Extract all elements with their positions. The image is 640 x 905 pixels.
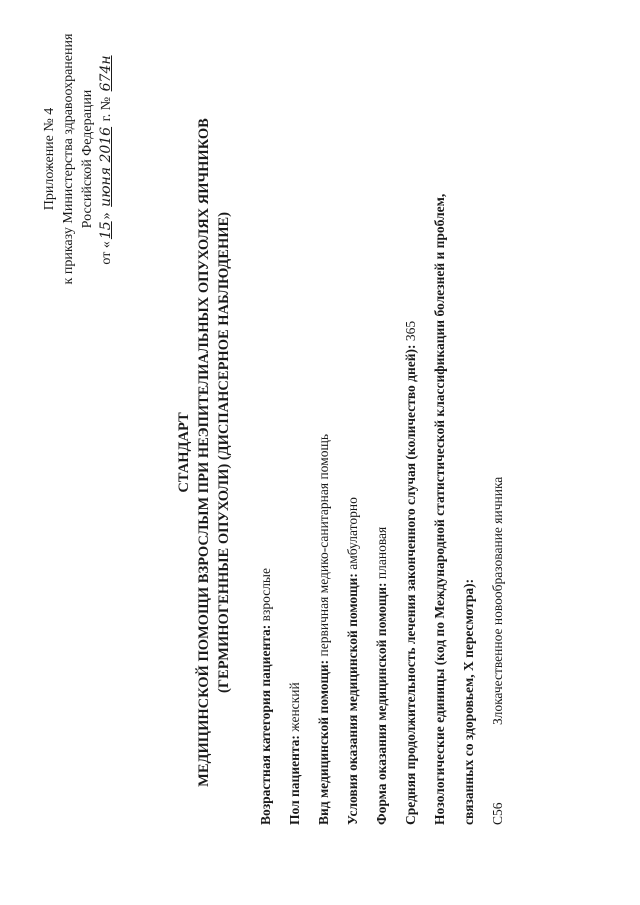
title-heading: СТАНДАРТ [176,412,192,493]
nosology-heading-line-1: Нозологические единицы (код по Международной статистической классификации болезней и проблем, [432,193,447,825]
field-care-type: Вид медицинской помощи: первичная медико-санитарная помощь [316,433,331,825]
appendix-block [40,28,116,290]
icd-name: Злокачественное новообразование яичника [490,476,505,725]
field-treatment-duration: Средняя продолжительность лечения законченного случая (количество дней): 365 [403,320,418,825]
appendix-ministry: Российской Федерации [80,89,95,229]
appendix-date-line [97,28,116,290]
nosology-heading-line-2: связанных со здоровьем, X пересмотра): [461,578,476,825]
date-prefix: от « [99,241,114,265]
icd-code: C56 [490,802,505,825]
field-care-conditions: Условия оказания медицинской помощи: амбулаторно [345,497,360,825]
title-line-1: МЕДИЦИНСКОЙ ПОМОЩИ ВЗРОСЛЫМ ПРИ НЕЭПИТЕЛИАЛЬНЫХ ОПУХОЛЯХ ЯИЧНИКОВ [196,118,212,787]
handwritten-month-year: июня 2016 [98,126,114,207]
date-suffix: г. № [99,96,114,122]
date-mid: » [99,212,114,220]
field-age-category: Возрастная категория пациента: взрослые [258,568,273,825]
nosology-entry [490,477,506,825]
appendix-number: Приложение № 4 [42,107,57,211]
handwritten-order-number: 674н [98,55,114,92]
title-line-2: (ГЕРМИНОГЕННЫЕ ОПУХОЛИ) (ДИСПАНСЕРНОЕ НАБЛЮДЕНИЕ) [216,212,232,693]
handwritten-day: 15 [98,221,114,240]
field-care-form: Форма оказания медицинской помощи: плановая [374,526,389,825]
field-sex: Пол пациента: женский [287,682,302,825]
standard-title [174,60,234,845]
appendix-order-ref: к приказу Министерства здравоохранения [61,33,76,285]
